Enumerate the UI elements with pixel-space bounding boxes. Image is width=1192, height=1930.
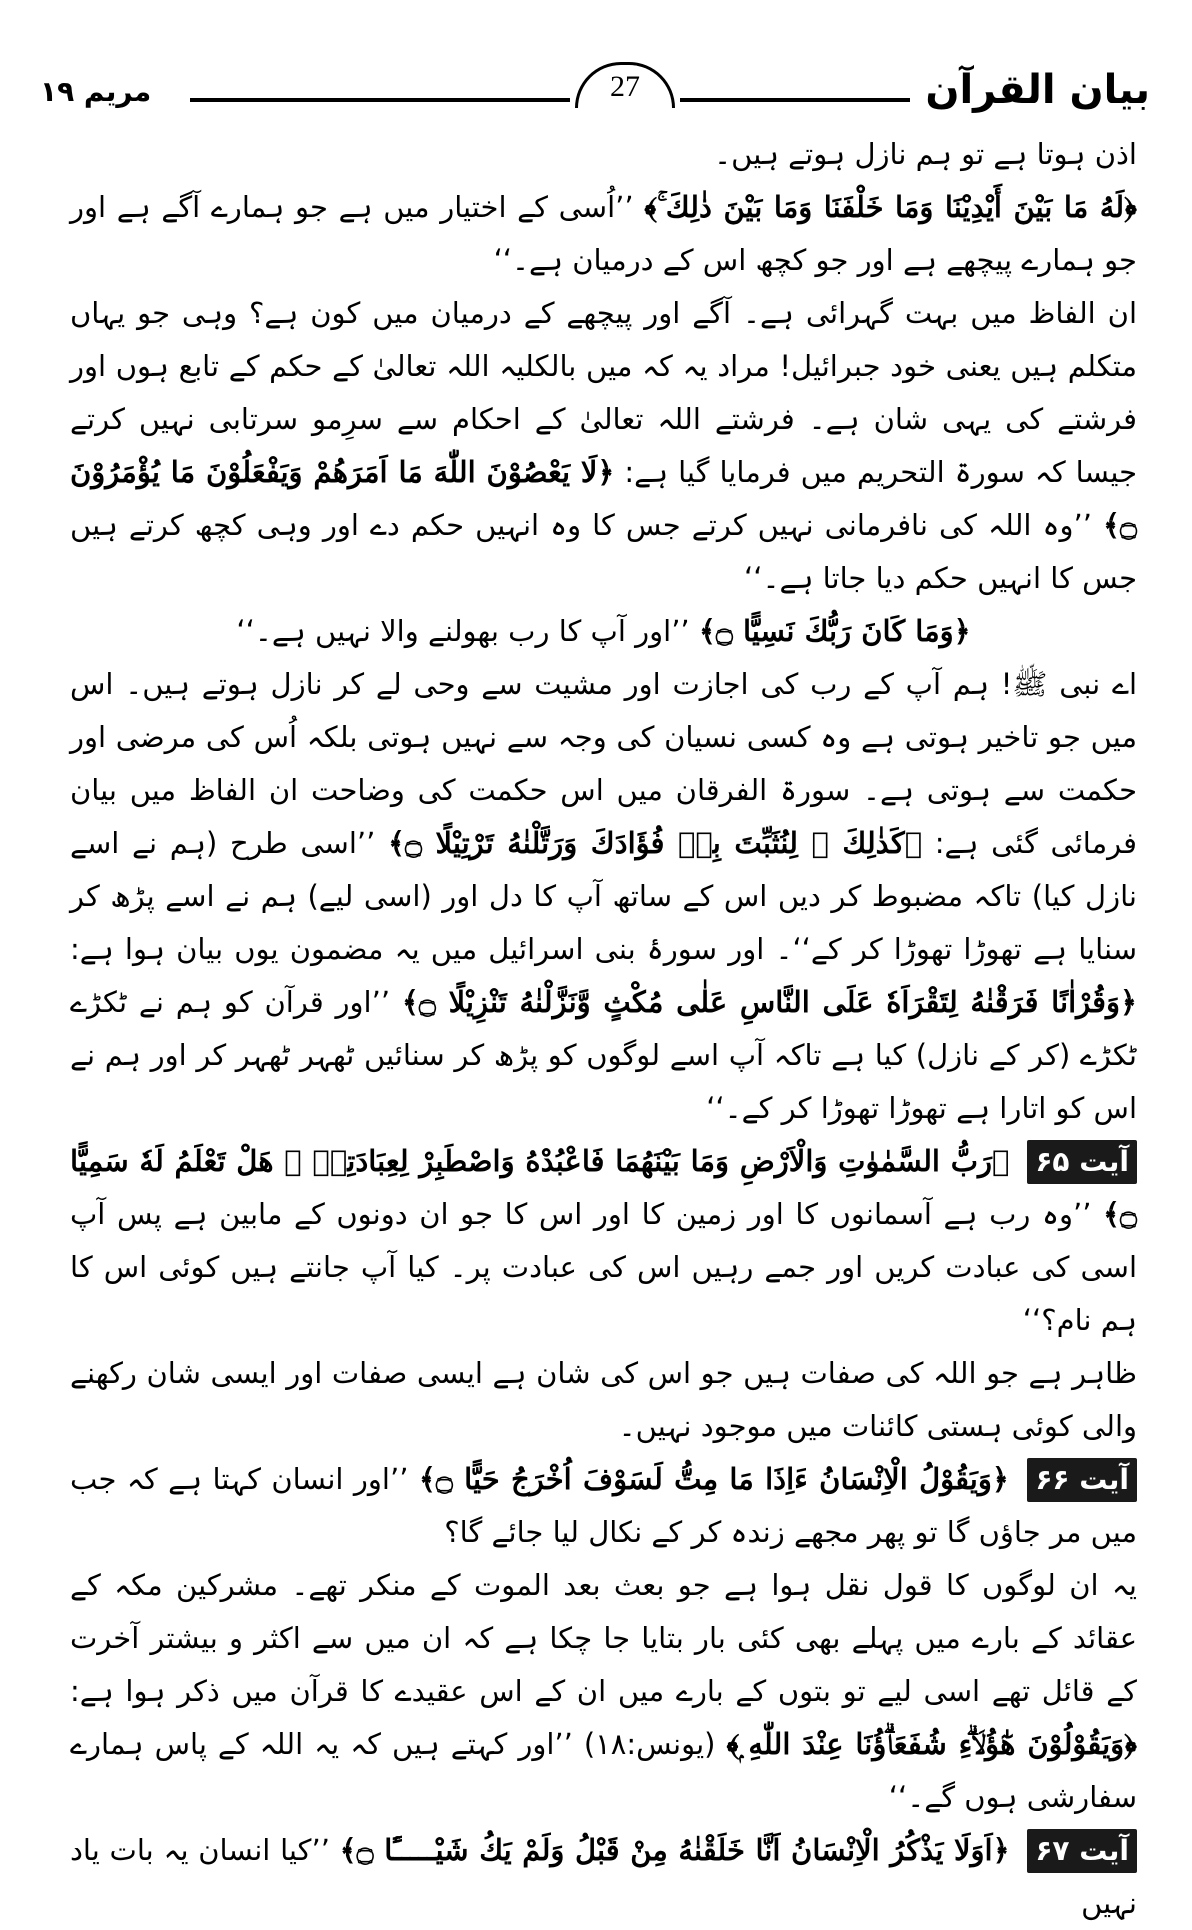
ayah-65 [70,1135,1137,1347]
ayah-67 [70,1824,1137,1930]
header-rule-right [680,98,910,102]
translation: ’’اور انسان کہتا ہے کہ جب میں مر جاؤں گا تو پھر مجھے زندہ کر کے نکال لیا جائے گا؟ [70,1462,1137,1549]
paragraph-4 [70,605,1137,658]
quran-verse: ﴿اَوَلَا يَذْكُرُ الْاِنْسَانُ اَنَّا خَلَقْنٰهُ مِنْ قَبْلُ وَلَمْ يَكُ شَيْـــــًٔا ۝﴾ [339,1833,1010,1867]
translation: ’’اُسی کے اختیار میں ہے جو ہمارے آگے ہے اور جو ہمارے پیچھے ہے اور جو کچھ اس کے درمیان ہے۔‘‘ [70,190,1137,277]
paragraph-3 [70,287,1137,605]
page-body [70,128,1137,1930]
ayah-number-badge: آیت ۶۵ [1027,1140,1137,1184]
quran-verse: ﴿وَقُرْاٰنًا فَرَقْنٰهُ لِتَقْرَاَهٗ عَلَى النَّاسِ عَلٰى مُكْثٍ وَّنَزَّلْنٰهُ تَنْزِيْلًا ۝﴾ [401,985,1137,1019]
ayah-66 [70,1453,1137,1559]
translation: ’’اور کہتے ہیں کہ یہ اللہ کے پاس ہمارے سفارشی ہوں گے۔‘‘ [70,1727,1137,1814]
paragraph-5 [70,658,1137,1135]
quran-verse: ﴿وَيَقُوْلُوْنَ هٰٓؤُلَاۗءِ شُفَعَاۗؤُنَا عِنْدَ اللّٰهِ ۭ﴾ [726,1727,1138,1761]
book-title: بیان القرآن [925,67,1150,113]
quran-verse: ﴿لَا يَعْصُوْنَ اللّٰهَ مَا اَمَرَهُمْ وَيَفْعَلُوْنَ مَا يُؤْمَرُوْنَ ۝﴾ [70,455,1138,542]
paragraph-1 [70,128,1137,181]
translation: ’’اسی طرح (ہم نے اسے نازل کیا) تاکہ مضبوط کر دیں اس کے ساتھ آپ کا دل اور (اسی لیے) ہم نے اسے پڑھ کر سنایا ہے تھوڑا تھوڑا کر کے‘‘۔ اور سورۂ بنی اسرائیل میں یہ مضمون یوں بیان ہوا ہے: [70,826,1137,966]
translation: ’’اور آپ کا رب بھولنے والا نہیں ہے۔‘‘ [236,614,690,648]
paragraph-6 [70,1347,1137,1453]
translation: ’’وہ اللہ کی نافرمانی نہیں کرتے جس کا وہ انہیں حکم دے اور وہی کچھ کرتے ہیں جس کا انہیں حکم دیا جاتا ہے۔‘‘ [70,508,1137,595]
text: اذن ہوتا ہے تو ہم نازل ہوتے ہیں۔ [714,137,1137,171]
quran-verse: ﴿رَبُّ السَّمٰوٰتِ وَالْاَرْضِ وَمَا بَيْنَهُمَا فَاعْبُدْهُ وَاصْطَبِرْ لِعِبَادَتِهٖ ۭ هَلْ تَعْلَمُ لَهٗ سَمِيًّا ۝﴾ [70,1144,1138,1231]
translation: ’’اور قرآن کو ہم نے ٹکڑے ٹکڑے (کر کے نازل) کیا ہے تاکہ آپ اسے لوگوں کو پڑھ کر سنائیں ٹھہر ٹھہر کر اور ہم نے اس کو اتارا ہے تھوڑا تھوڑا کر کے۔‘‘ [70,985,1137,1125]
paragraph-2 [70,181,1137,287]
header-rule-left [190,98,570,102]
text: ان الفاظ میں بہت گہرائی ہے۔ آگے اور پیچھے کے درمیان میں کون ہے؟ وہی جو یہاں متکلم ہیں یعنی خود جبرائیل! مراد یہ کہ میں بالکلیہ اللہ تعالیٰ کے حکم کے تابع ہوں اور فرشتے کی یہی شان ہے۔ فرشتے اللہ تعالیٰ کے احکام سے سرِمو سرتابی نہیں کرتے جیسا کہ سورۃ التحریم میں فرمایا گیا ہے: [70,296,1137,489]
quran-verse: ﴿وَمَا كَانَ رَبُّكَ نَسِيًّا ۝﴾ [698,614,971,648]
quran-verse: ﴿كَذٰلِكَ ۚ لِنُثَبِّتَ بِهٖ فُؤَادَكَ وَرَتَّلْنٰهُ تَرْتِيْلًا ۝﴾ [388,826,923,860]
text: ظاہر ہے جو اللہ کی صفات ہیں جو اس کی شان ہے ایسی صفات اور ایسی شان رکھنے والی کوئی ہستی کائنات میں موجود نہیں۔ [70,1356,1137,1443]
page-header [40,62,1150,122]
translation: ’’کیا انسان یہ بات یاد نہیں [70,1833,1137,1920]
paragraph-7 [70,1559,1137,1824]
verse-reference: (یونس:۱۸) [583,1727,716,1761]
translation: ’’وہ رب ہے آسمانوں کا اور زمین کا اور اس کا جو ان دونوں کے مابین ہے پس آپ اسی کی عبادت کریں اور جمے رہیں اس کی عبادت پر۔ کیا آپ جانتے ہیں کوئی اس کا ہم نام؟‘‘ [70,1197,1137,1337]
text: اے نبی ﷺ! ہم آپ کے رب کی اجازت اور مشیت سے وحی لے کر نازل ہوتے ہیں۔ اس میں جو تاخیر ہوتی ہے وہ کسی نسیان کی وجہ سے نہیں ہوتی بلکہ اُس کی مرضی اور حکمت سے ہوتی ہے۔ سورۃ الفرقان میں اس حکمت کی وضاحت ان الفاظ میں بیان فرمائی گئی ہے: [70,667,1138,860]
page-number: 27 [575,62,675,108]
ayah-number-badge: آیت ۶۶ [1027,1458,1137,1502]
surah-name: مریم ۱۹ [40,75,152,108]
text: یہ ان لوگوں کا قول نقل ہوا ہے جو بعث بعد الموت کے منکر تھے۔ مشرکین مکہ کے عقائد کے بارے میں پہلے بھی کئی بار بتایا جا چکا ہے کہ ان میں سے اکثر و بیشتر آخرت کے قائل تھے اسی لیے تو بتوں کے بارے میں ان کے اس عقیدے کا قرآن میں ذکر ہوا ہے: [70,1568,1137,1708]
quran-verse: ﴿لَهُ مَا بَيْنَ أَيْدِيْنَا وَمَا خَلْفَنَا وَمَا بَيْنَ ذٰلِكَ ۚ﴾ [644,190,1137,224]
ayah-number-badge: آیت ۶۷ [1027,1829,1137,1873]
quran-verse: ﴿وَيَقُوْلُ الْاِنْسَانُ ءَاِذَا مَا مِتُّ لَسَوْفَ اُخْرَجُ حَيًّا ۝﴾ [418,1462,1009,1496]
